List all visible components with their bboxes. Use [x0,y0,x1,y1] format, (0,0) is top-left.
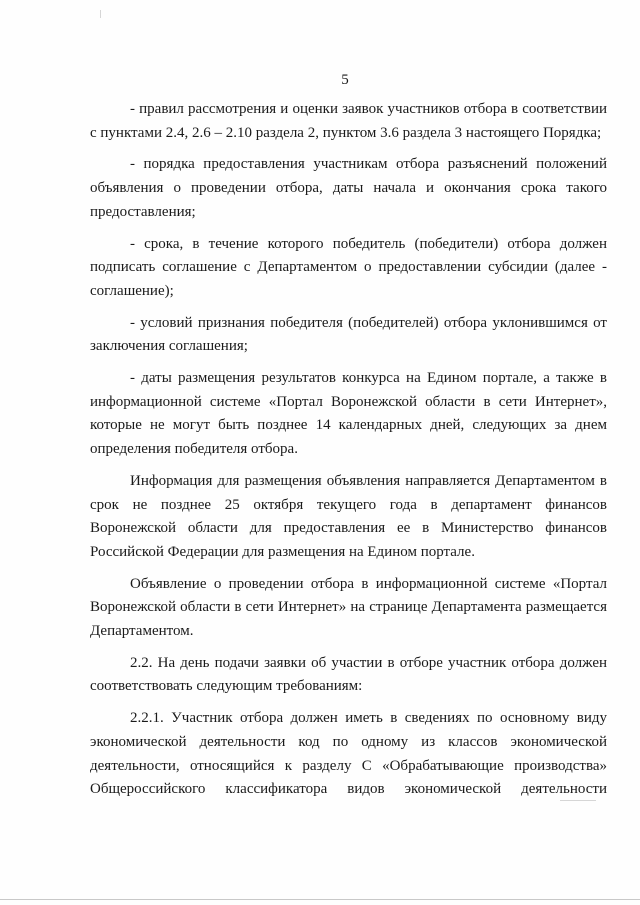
paragraph: - правил рассмотрения и оценки заявок участников отбора в соответствии с пунктами 2.4, 2.6 – 2.10 раздела 2, пунктом 3.6 раздела 3 настоящего Порядка; [90,101,607,141]
scan-artifact [100,10,101,18]
paragraph: 2.2.1. Участник отбора должен иметь в сведениях по основному виду экономической деятельности код по одному из классов экономической деятельности, относящийся к разделу С «Обрабатывающие производства» Общероссийского классификатора видов экономической деятельности [90,710,607,798]
paragraph: - срока, в течение которого победитель (победители) отбора должен подписать соглашение с Департаментом о предоставлении субсидии (далее - соглашение); [90,235,607,299]
scan-edge-line [0,899,640,900]
document-body [90,98,607,810]
paragraph: - порядка предоставления участникам отбора разъяснений положений объявления о проведении отбора, даты начала и окончания срока такого предоставления; [90,156,607,220]
paragraph: - даты размещения результатов конкурса на Едином портале, а также в информационной системе «Портал Воронежской области в сети Интернет», которые не могут быть позднее 14 календарных дней, следующих за днем определения победителя отбора. [90,370,607,458]
paragraph: 2.2. На день подачи заявки об участии в отборе участник отбора должен соответствовать следующим требованиям: [90,654,607,695]
paragraph: Объявление о проведении отбора в информационной системе «Портал Воронежской области в сети Интернет» на странице Департамента размещается Департаментом. [90,575,607,640]
paragraph: - условий признания победителя (победителей) отбора уклонившимся от заключения соглашения; [90,314,607,355]
paragraph: Информация для размещения объявления направляется Департаментом в срок не позднее 25 октября текущего года в департамент финансов Воронежской области для предоставления ее в Министерство финансов Российской Федерации для размещения на Едином портале. [90,472,607,560]
scan-artifact [560,800,596,801]
page-number: 5 [341,72,349,88]
